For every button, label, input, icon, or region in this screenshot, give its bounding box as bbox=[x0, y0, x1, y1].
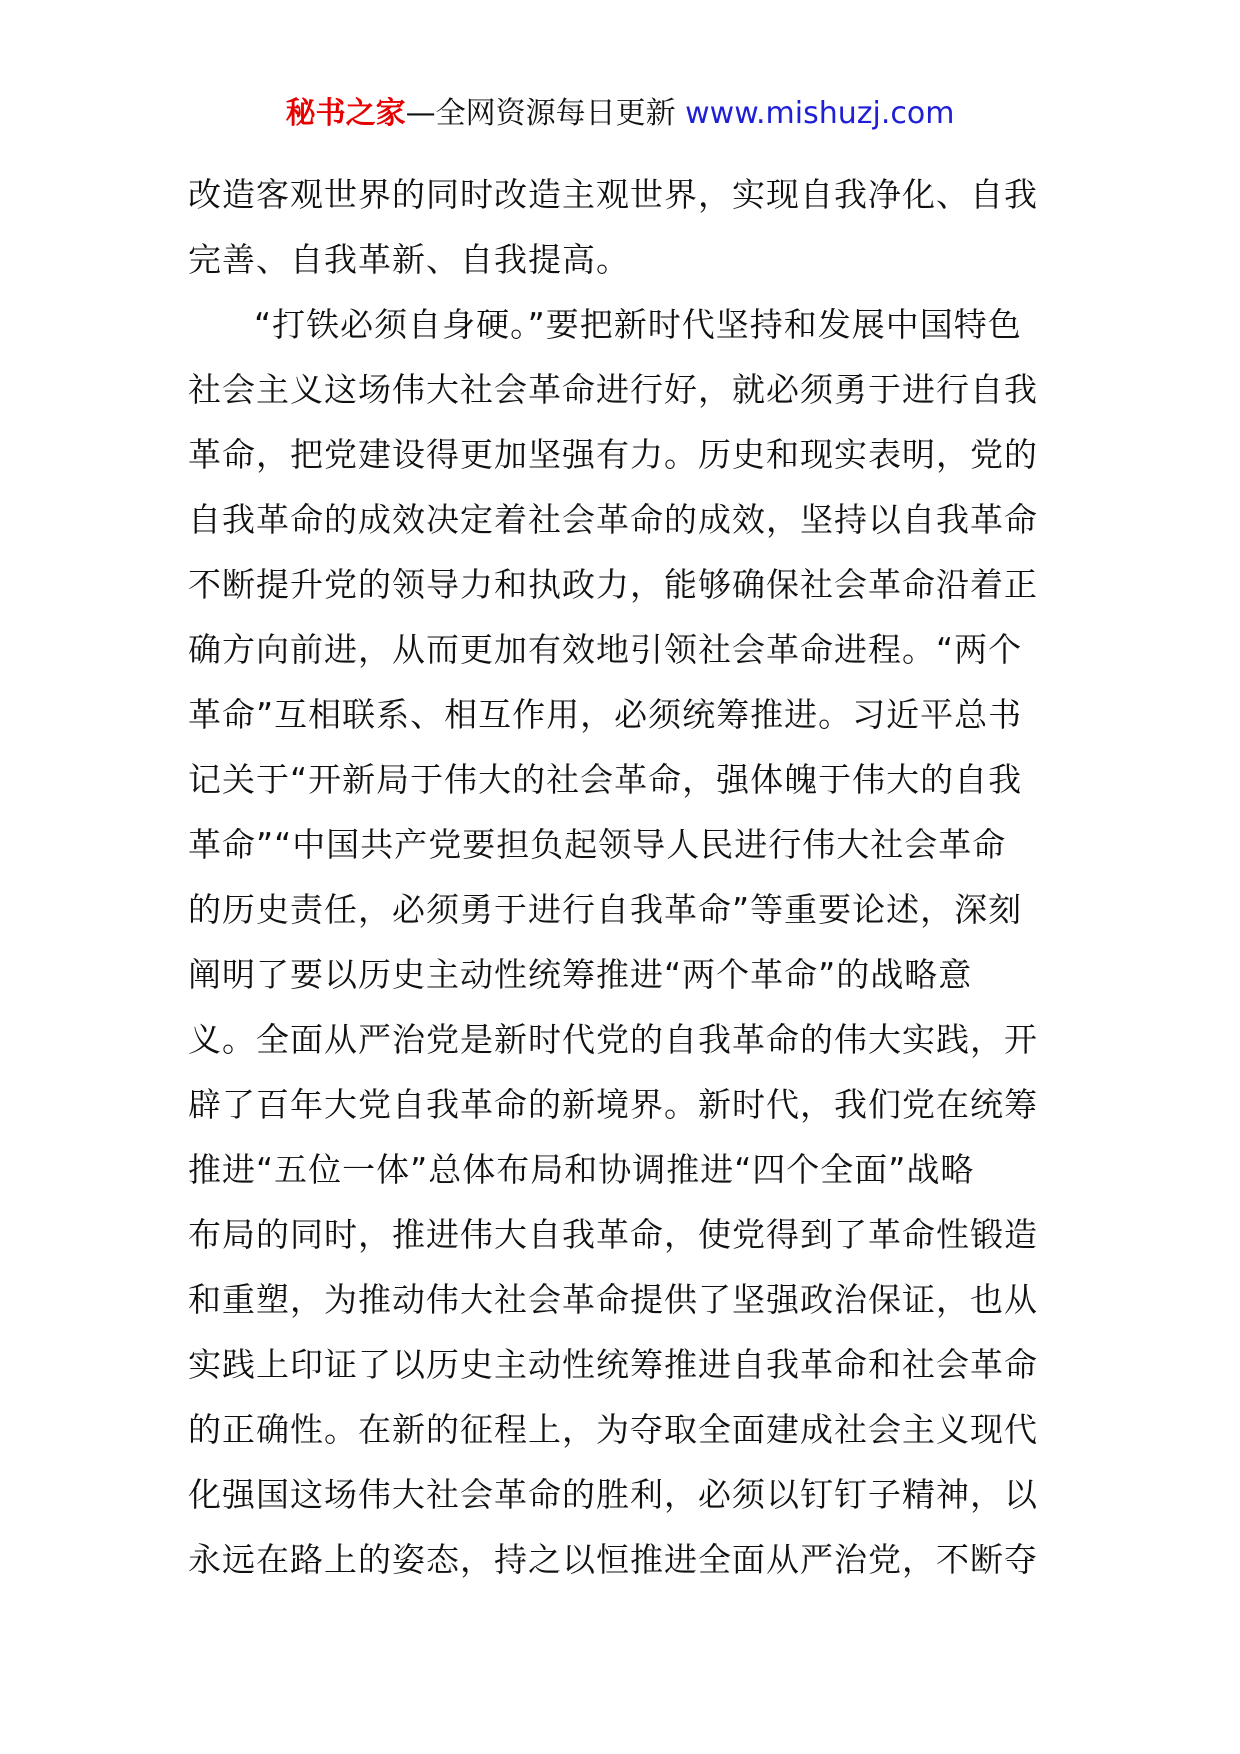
text-line: 实践上印证了以历史主动性统筹推进自我革命和社会革命 bbox=[188, 1345, 1038, 1384]
paragraph-2 bbox=[188, 292, 1058, 1592]
text-line: 记关于“开新局于伟大的社会革命，强体魄于伟大的自我 bbox=[188, 760, 1023, 799]
text-line: 的正确性。在新的征程上，为夺取全面建成社会主义现代 bbox=[188, 1410, 1038, 1449]
text-line: 义。全面从严治党是新时代党的自我革命的伟大实践，开 bbox=[188, 1020, 1038, 1059]
text-line: 的历史责任，必须勇于进行自我革命”等重要论述，深刻 bbox=[188, 890, 1023, 929]
text-line: 确方向前进，从而更加有效地引领社会革命进程。“两个 bbox=[188, 630, 1023, 669]
text-line: “打铁必须自身硬。”要把新时代坚持和发展中国特色 bbox=[254, 305, 1022, 344]
text-line: 改造客观世界的同时改造主观世界，实现自我净化、自我 bbox=[188, 175, 1038, 214]
text-line: 推进“五位一体”总体布局和协调推进“四个全面”战略 bbox=[188, 1150, 975, 1189]
text-line: 永远在路上的姿态，持之以恒推进全面从严治党，不断夺 bbox=[188, 1540, 1038, 1579]
text-line: 和重塑，为推动伟大社会革命提供了坚强政治保证，也从 bbox=[188, 1280, 1038, 1319]
paragraph-1 bbox=[188, 162, 1058, 292]
text-line: 布局的同时，推进伟大自我革命，使党得到了革命性锻造 bbox=[188, 1215, 1038, 1254]
text-line: 革命”互相联系、相互作用，必须统筹推进。习近平总书 bbox=[188, 695, 1023, 734]
document-body bbox=[188, 162, 1058, 1592]
brand-name: 秘书之家 bbox=[285, 96, 406, 131]
text-line: 辟了百年大党自我革命的新境界。新时代，我们党在统筹 bbox=[188, 1085, 1038, 1124]
text-line: 阐明了要以历史主动性统筹推进“两个革命”的战略意 bbox=[188, 955, 973, 994]
text-line: 自我革命的成效决定着社会革命的成效，坚持以自我革命 bbox=[188, 500, 1038, 539]
text-line: 不断提升党的领导力和执政力，能够确保社会革命沿着正 bbox=[188, 565, 1038, 604]
text-line: 革命”“中国共产党要担负起领导人民进行伟大社会革命 bbox=[188, 825, 1007, 864]
text-line: 化强国这场伟大社会革命的胜利，必须以钉钉子精神，以 bbox=[188, 1475, 1038, 1514]
text-line: 社会主义这场伟大社会革命进行好，就必须勇于进行自我 bbox=[188, 370, 1038, 409]
header-slogan: —全网资源每日更新 bbox=[405, 96, 676, 131]
text-line: 完善、自我革新、自我提高。 bbox=[188, 240, 630, 279]
text-line: 革命，把党建设得更加坚强有力。历史和现实表明，党的 bbox=[188, 435, 1038, 474]
website-link[interactable]: www.mishuzj.com bbox=[685, 96, 955, 131]
site-header bbox=[0, 94, 1240, 134]
